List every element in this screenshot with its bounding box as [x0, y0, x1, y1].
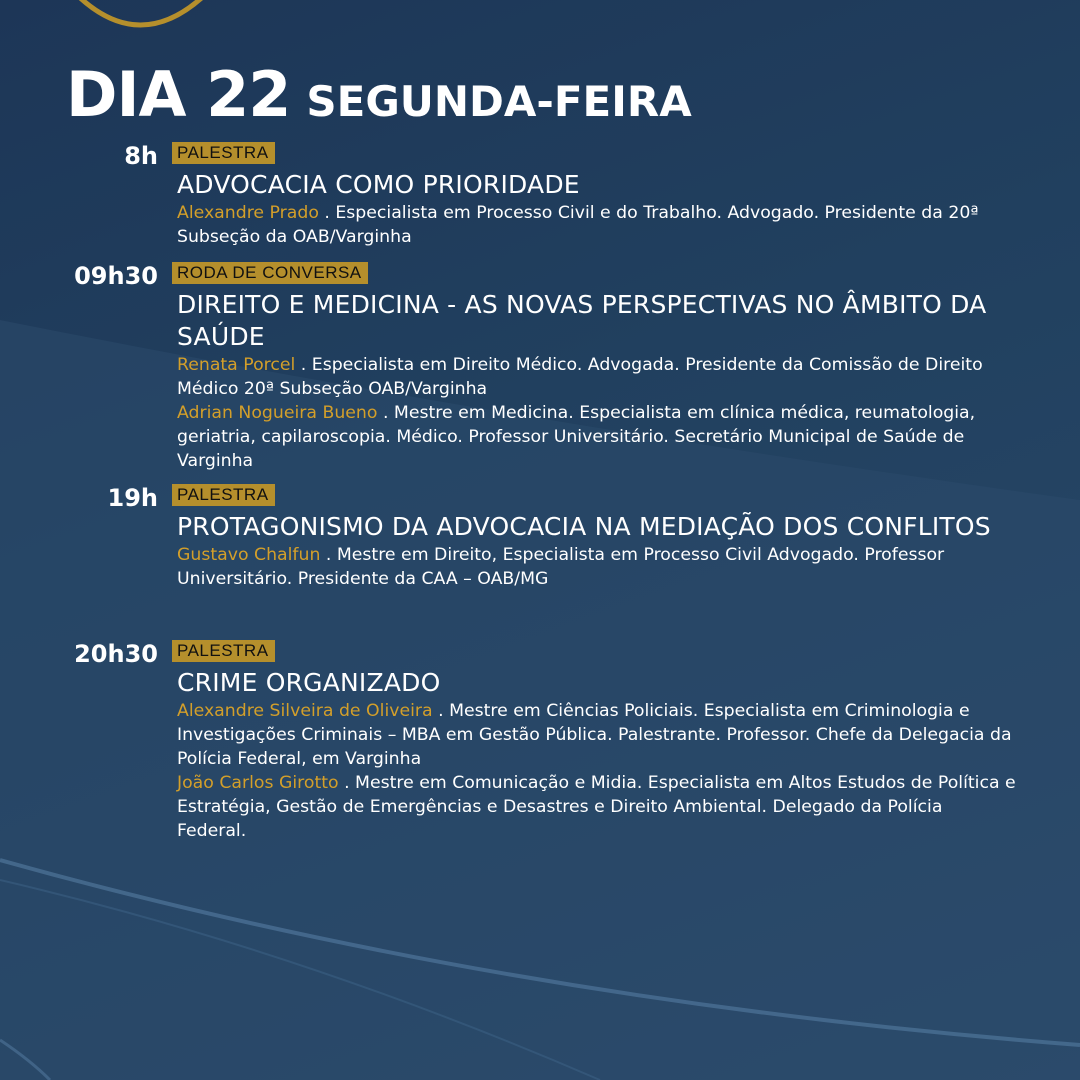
speaker-bio: . Mestre em Medicina. Especialista em clínica médica, reumatologia, geriatria, capilaroscopia. Médico. Professor Universitário. Secretário Municipal de Saúde de Varginha [177, 403, 976, 471]
page-heading [66, 58, 692, 131]
speaker [177, 201, 1017, 249]
event-title: PROTAGONISMO DA ADVOCACIA NA MEDIAÇÃO DOS CONFLITOS [177, 512, 991, 541]
event-type-badge: RODA DE CONVERSA [172, 262, 368, 284]
speaker [177, 699, 1017, 771]
speaker-name: Adrian Nogueira Bueno [177, 403, 378, 423]
speaker-bio: . Especialista em Processo Civil e do Trabalho. Advogado. Presidente da 20ª Subseção da OAB/Varginha [177, 203, 979, 247]
event-time: 8h [124, 142, 158, 170]
speaker-name: Alexandre Silveira de Oliveira [177, 701, 433, 721]
event-type-badge: PALESTRA [172, 484, 275, 506]
event-title: DIREITO E MEDICINA - AS NOVAS PERSPECTIVAS NO ÂMBITO DA SAÚDE [177, 290, 987, 351]
speaker-name: Renata Porcel [177, 355, 296, 375]
weekday-label: SEGUNDA-FEIRA [306, 77, 692, 126]
speaker-name: Gustavo Chalfun [177, 545, 321, 565]
speaker-bio: . Mestre em Comunicação e Midia. Especialista em Altos Estudos de Política e Estratégia, Gestão de Emergências e Desastres e Direito Ambiental. Delegado da Polícia Federal. [177, 773, 1016, 841]
event-time: 20h30 [74, 640, 158, 668]
speaker-name: Alexandre Prado [177, 203, 319, 223]
speaker-bio: . Mestre em Direito, Especialista em Processo Civil Advogado. Professor Universitário. Presidente da CAA – OAB/MG [177, 545, 945, 589]
speaker-bio: . Especialista em Direito Médico. Advogada. Presidente da Comissão de Direito Médico 20ª Subseção OAB/Varginha [177, 355, 983, 399]
event-title: CRIME ORGANIZADO [177, 668, 441, 697]
event-type-badge: PALESTRA [172, 640, 275, 662]
event-time: 19h [107, 484, 158, 512]
speaker [177, 401, 1017, 473]
event-time: 09h30 [74, 262, 158, 290]
event-title: ADVOCACIA COMO PRIORIDADE [177, 170, 580, 199]
speaker [177, 353, 1017, 401]
speaker-bio: . Mestre em Ciências Policiais. Especialista em Criminologia e Investigações Criminais – MBA em Gestão Pública. Palestrante. Professor. Chefe da Delegacia da Polícia Federal, em Varginha [177, 701, 1012, 769]
speaker [177, 771, 1017, 843]
day-label: DIA 22 [66, 58, 291, 131]
speaker-name: João Carlos Girotto [177, 773, 339, 793]
logo-ring-arc [72, 0, 210, 25]
speaker [177, 543, 1017, 591]
event-type-badge: PALESTRA [172, 142, 275, 164]
